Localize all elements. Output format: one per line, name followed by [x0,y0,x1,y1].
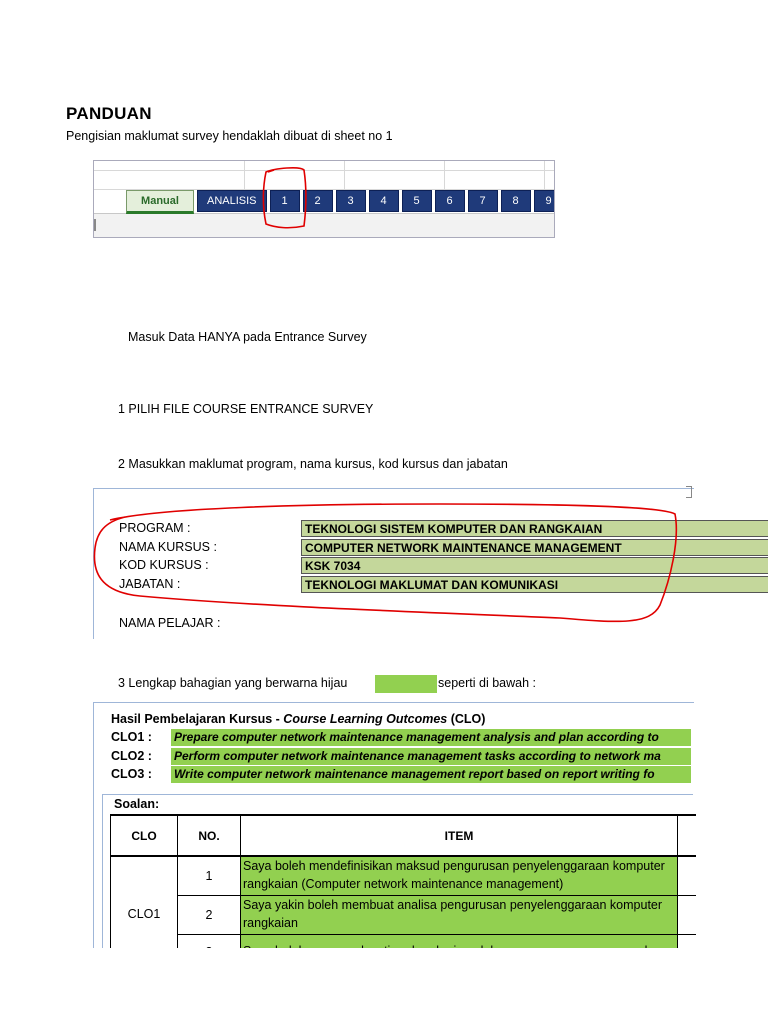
tab-sheet-6[interactable]: 6 [435,190,465,212]
scroll-handle[interactable] [94,219,96,231]
department-label: JABATAN : [119,577,181,591]
sheet-tabs-screenshot [93,160,555,238]
clo-header [111,712,485,726]
answer-cell[interactable] [678,896,697,935]
course-code-label: KOD KURSUS : [119,558,209,572]
col-header-item: ITEM [241,815,678,856]
course-name-value[interactable]: COMPUTER NETWORK MAINTENANCE MANAGEMENT [301,539,768,556]
col-header-extra [678,815,697,856]
step-3-text: 3 Lengkap bahagian yang berwarna hijau [118,676,348,690]
clo-group-cell: CLO1 [111,856,178,983]
clo1-text[interactable]: Prepare computer network maintenance management analysis and plan according to [171,729,691,746]
sheet-statusbar [94,213,554,238]
tab-analisis[interactable]: ANALISIS [197,190,267,212]
col-header-clo: CLO [111,815,178,856]
clo3-label: CLO3 : [111,767,152,781]
clo-header-tail: (CLO) [447,712,486,726]
program-value[interactable]: TEKNOLOGI SISTEM KOMPUTER DAN RANGKAIAN [301,520,768,537]
clo3-text[interactable]: Write computer network maintenance management report based on report writing fo [171,766,691,783]
student-name-label: NAMA PELAJAR : [119,616,221,630]
tab-sheet-3[interactable]: 3 [336,190,366,212]
answer-cell[interactable] [678,856,697,896]
clo1-label: CLO1 : [111,730,152,744]
item-text[interactable]: Saya yakin boleh membuat analisa pengurusan penyelenggaraan komputer rangkaian [241,896,678,935]
entrance-note: Masuk Data HANYA pada Entrance Survey [128,330,367,344]
clo2-label: CLO2 : [111,749,152,763]
tab-sheet-9[interactable]: 9 [534,190,555,212]
page-title: PANDUAN [66,104,152,123]
table-row [111,896,697,935]
intro-text: Pengisian maklumat survey hendaklah dibuat di sheet no 1 [66,129,393,143]
questions-label: Soalan: [114,797,160,811]
course-code-value[interactable]: KSK 7034 [301,557,768,574]
page-bottom-margin [0,948,768,1024]
table-header-row [111,815,697,856]
clo2-text[interactable]: Perform computer network maintenance management tasks according to network ma [171,748,691,765]
row-number: 2 [178,896,241,935]
tab-sheet-1[interactable]: 1 [270,190,300,212]
tab-sheet-4[interactable]: 4 [369,190,399,212]
table-row [111,856,697,896]
step-2-text: 2 Masukkan maklumat program, nama kursus, kod kursus dan jabatan [118,457,508,471]
step-1-text: 1 PILIH FILE COURSE ENTRANCE SURVEY [118,402,374,416]
tab-sheet-2[interactable]: 2 [303,190,333,212]
tab-manual[interactable]: Manual [126,190,194,214]
tab-sheet-5[interactable]: 5 [402,190,432,212]
step-3-text-tail: seperti di bawah : [438,676,536,690]
clo-header-italic: Course Learning Outcomes [283,712,448,726]
tab-sheet-7[interactable]: 7 [468,190,498,212]
tab-sheet-8[interactable]: 8 [501,190,531,212]
department-value[interactable]: TEKNOLOGI MAKLUMAT DAN KOMUNIKASI [301,576,768,593]
green-color-swatch [375,675,437,693]
clo-header-bold: Hasil Pembelajaran Kursus - [111,712,284,726]
program-label: PROGRAM : [119,521,191,535]
col-header-no: NO. [178,815,241,856]
item-text[interactable]: Saya boleh mendefinisikan maksud pengurusan penyelenggaraan komputer rangkaian (Computer network maintenance management) [241,856,678,896]
row-number: 1 [178,856,241,896]
corner-marker [686,486,692,498]
sheet-tab-list [126,190,555,214]
course-name-label: NAMA KURSUS : [119,540,217,554]
